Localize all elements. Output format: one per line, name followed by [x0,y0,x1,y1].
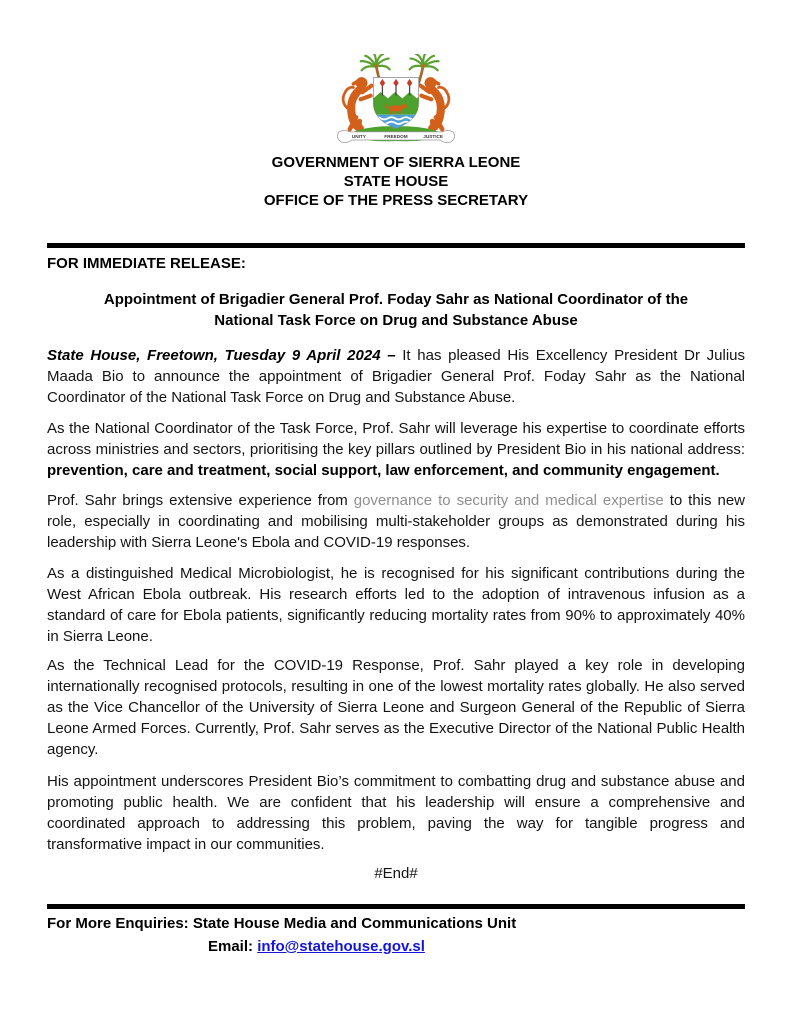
org-office-line: OFFICE OF THE PRESS SECRETARY [263,192,529,209]
bottom-divider [47,904,745,909]
headline [47,289,745,331]
end-marker: #End# [374,865,418,882]
dateline-lead: State House, Freetown, Tuesday 9 April 2024 – [47,347,403,364]
motto-unity: UNITY [351,134,366,140]
headline-line1: Appointment of Brigadier General Prof. Foday Sahr as National Coordinator of the [103,291,689,308]
motto-justice: JUSTICE [423,134,444,140]
paragraph-ebola: As a distinguished Medical Microbiologist, he is recognised for his significant contributions during the West African Ebola outbreak. His research efforts led to the adoption of intravenous infusion as a standard of care for Ebola patients, significantly reducing mortality rates from 90% to approximately 40% in Sierra Leone. [47,565,745,645]
experience-gray-phrase: governance to security and medical expertise [353,492,664,509]
org-statehouse-line: STATE HOUSE [343,173,449,190]
paragraph-dateline [47,345,745,408]
email-link[interactable]: info@statehouse.gov.sl [257,938,425,955]
top-divider [47,243,745,248]
email-line [47,936,745,957]
paragraph-pillars [47,418,745,481]
org-government-line: GOVERNMENT OF SIERRA LEONE [271,154,521,171]
motto-freedom: FREEDOM [384,134,408,140]
pillars-bold: prevention, care and treatment, social support, law enforcement, and community engagement. [47,462,720,479]
paragraph-covid: As the Technical Lead for the COVID-19 Response, Prof. Sahr played a key role in developing internationally recognised protocols, resulting in one of the lowest mortality rates globally. He also served as the Vice Chancellor of the University of Sierra Leone and Surgeon General of the Republic of Sierra Leone Armed Forces. Currently, Prof. Sahr serves as the Executive Director of the National Public Health agency. [47,657,745,758]
experience-post: to this new role, especially in coordinating and mobilising multi-stakeholder groups as demonstrated during his leadership with Sierra Leone's Ebola and COVID-19 responses. [47,492,745,551]
coat-of-arms [47,54,745,150]
paragraph-experience [47,490,745,553]
email-label: Email: [208,938,258,955]
pillars-body: As the National Coordinator of the Task Force, Prof. Sahr will leverage his expertise to coordinate efforts across ministries and sectors, prioritising the key pillars outlined by President Bio in his national address: [47,420,745,458]
shield-icon [373,78,418,130]
headline-line2: National Task Force on Drug and Substance Abuse [214,312,578,329]
sierra-leone-coat-of-arms-icon [328,54,464,150]
experience-pre: Prof. Sahr brings extensive experience from [47,492,354,509]
paragraph-commitment: His appointment underscores President Bio’s commitment to combatting drug and substance abuse and promoting public health. We are confident that his leadership will ensure a comprehensive and coordinated approach to addressing this problem, paving the way for tangible progress and transformative impact in our communities. [47,773,745,853]
enquiries-line: For More Enquiries: State House Media and Communications Unit [47,915,517,932]
lion-supporter-icon [343,77,371,131]
release-label: FOR IMMEDIATE RELEASE: [47,255,246,272]
dateline-body: It has pleased His Excellency President Dr Julius Maada Bio to announce the appointment of Brigadier General Prof. Foday Sahr as the National Coordinator of the National Task Force on Drug and Substance Abuse. [47,347,745,406]
